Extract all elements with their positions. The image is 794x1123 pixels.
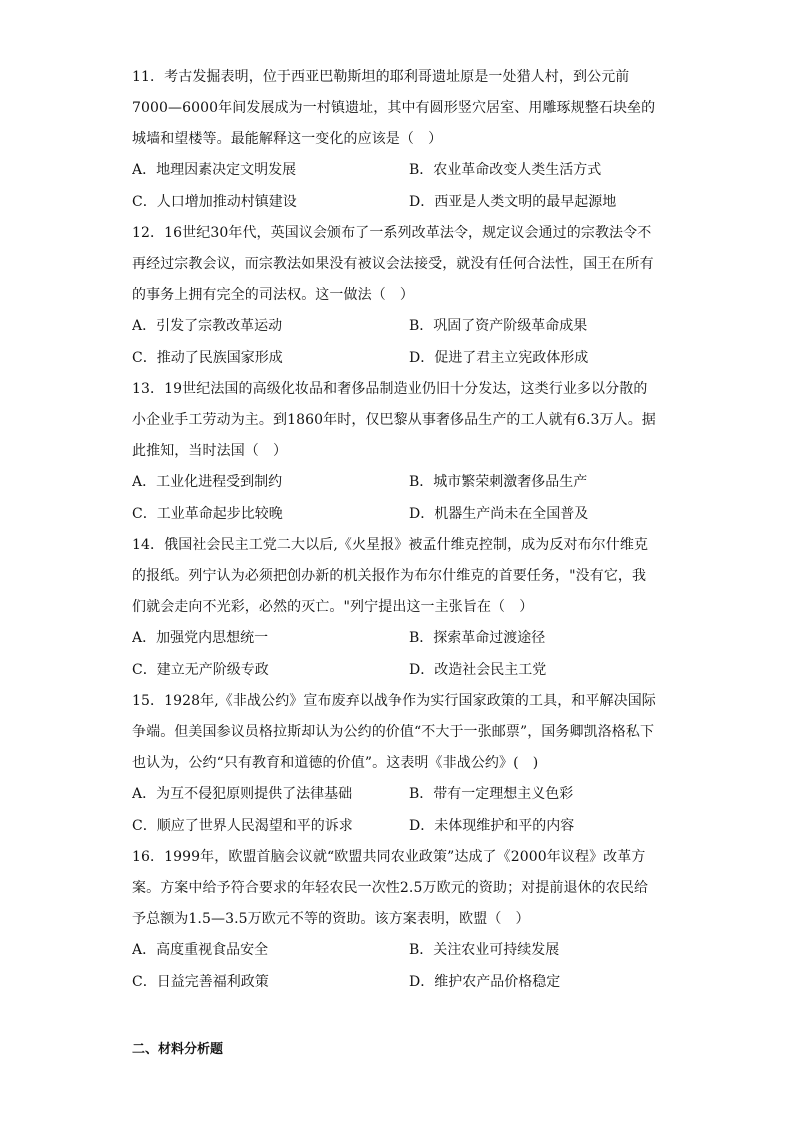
option-d: D．未体现维护和平的内容 [409, 817, 575, 834]
question-list [132, 62, 658, 998]
option-c: C．建立无产阶级专政 [132, 661, 269, 678]
question-stem: 16．1999年，欧盟首脑会议就“欧盟共同农业政策”达成了《2000年议程》改革方案。方案中给予符合要求的年轻农民一次性2.5万欧元的资助；对提前退休的农民给予总额为1.5—3.5万欧元不等的资助。该方案表明，欧盟（ ） [132, 849, 649, 927]
option-d: D．机器生产尚未在全国普及 [409, 505, 589, 522]
option-c: C．日益完善福利政策 [132, 973, 269, 990]
section-heading: 二、材料分析题 [132, 1042, 224, 1057]
option-b: B．探索革命过渡途径 [409, 630, 546, 646]
option-a: A．加强党内思想统一 [132, 630, 269, 646]
options [132, 311, 658, 374]
question-stem: 13．19世纪法国的高级化妆品和奢侈品制造业仍旧十分发达，这类行业多以分散的小企业手工劳动为主。到1860年时，仅巴黎从事奢侈品生产的工人就有6.3万人。据此推知，当时法国（ ） [132, 381, 656, 459]
question-14 [132, 530, 658, 686]
option-b: B．农业革命改变人类生活方式 [409, 162, 602, 178]
options [132, 623, 658, 686]
option-a: A．引发了宗教改革运动 [132, 318, 283, 334]
option-b: B．带有一定理想主义色彩 [409, 786, 574, 802]
option-a: A．为互不侵犯原则提供了法律基础 [132, 786, 353, 802]
option-d: D．改造社会民主工党 [409, 661, 547, 678]
option-b: B．关注农业可持续发展 [409, 942, 560, 958]
question-13 [132, 374, 658, 530]
question-stem: 15．1928年,《非战公约》宣布废弃以战争作为实行国家政策的工具，和平解决国际争端。但美国参议员格拉斯却认为公约的价值“不大于一张邮票”，国务卿凯洛格私下也认为，公约“只有教育和道德的价值”。这表明《非战公约》( ) [132, 693, 656, 771]
option-b: B．巩固了资产阶级革命成果 [409, 318, 588, 334]
options [132, 155, 658, 218]
question-16 [132, 842, 658, 998]
option-c: C．推动了民族国家形成 [132, 349, 283, 366]
option-b: B．城市繁荣刺激奢侈品生产 [409, 474, 588, 490]
option-a: A．工业化进程受到制约 [132, 474, 283, 490]
option-d: D．西亚是人类文明的最早起源地 [409, 193, 617, 210]
option-c: C．工业革命起步比较晚 [132, 505, 283, 522]
question-stem: 12．16世纪30年代，英国议会颁布了一系列改革法令，规定议会通过的宗教法令不再经过宗教会议，而宗教法如果没有被议会法接受，就没有任何合法性，国王在所有的事务上拥有完全的司法权。这一做法（ ） [132, 225, 654, 303]
question-12 [132, 218, 658, 374]
option-c: C．顺应了世界人民渴望和平的诉求 [132, 817, 353, 834]
option-d: D．促进了君主立宪政体形成 [409, 349, 589, 366]
options [132, 779, 658, 842]
options [132, 935, 658, 998]
option-c: C．人口增加推动村镇建设 [132, 193, 297, 210]
question-15 [132, 686, 658, 842]
option-d: D．维护农产品价格稳定 [409, 973, 561, 990]
question-stem: 14．俄国社会民主工党二大以后,《火星报》被孟什维克控制，成为反对布尔什维克的报纸。列宁认为必须把创办新的机关报作为布尔什维克的首要任务，"没有它，我们就会走向不光彩，必然的灭亡。"列宁提出这一主张旨在（ ） [132, 537, 649, 615]
option-a: A．高度重视食品安全 [132, 942, 269, 958]
question-stem: 11．考古发掘表明，位于西亚巴勒斯坦的耶利哥遗址原是一处猎人村，到公元前7000—6000年间发展成为一村镇遗址，其中有圆形竖穴居室、用雕琢规整石块垒的城墙和望楼等。最能解释这一变化的应该是（ ） [132, 69, 656, 147]
option-a: A．地理因素决定文明发展 [132, 162, 297, 178]
options [132, 467, 658, 530]
question-11 [132, 62, 658, 218]
